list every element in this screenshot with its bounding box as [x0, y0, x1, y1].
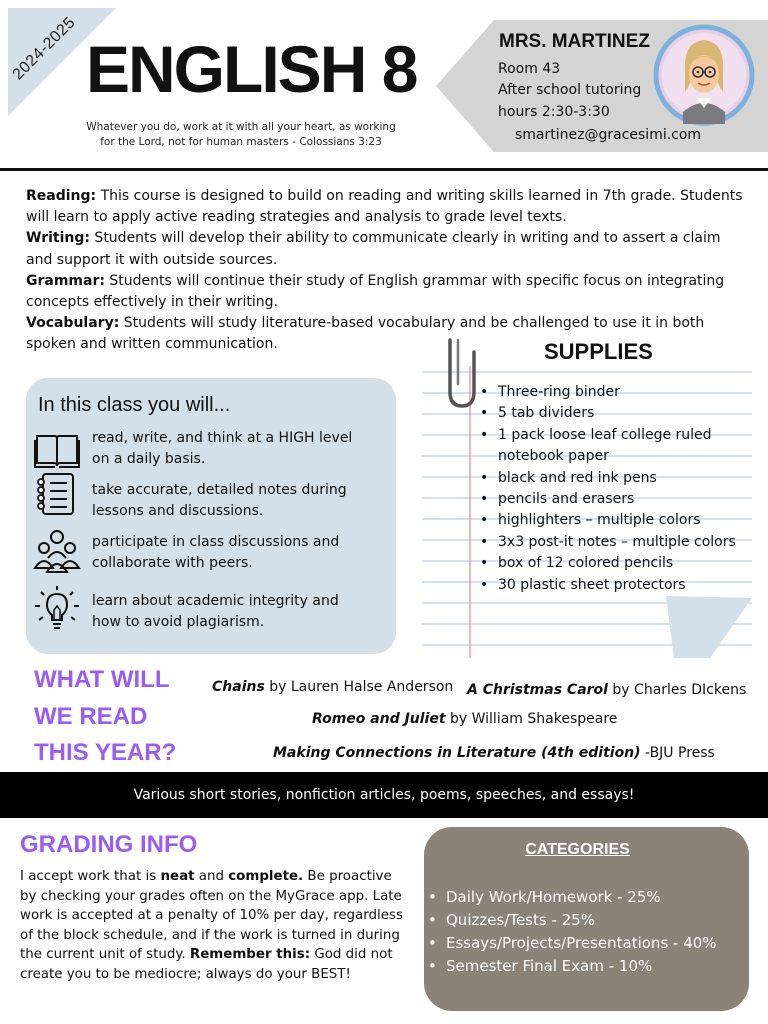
reading-paragraph [26, 186, 746, 228]
category-item: • Essays/Projects/Presentations - 40% [428, 932, 746, 955]
category-item: • Quizzes/Tests - 25% [428, 909, 746, 932]
supply-item: • highlighters – multiple colors [480, 510, 750, 531]
book-icon [33, 426, 81, 474]
category-item: • Daily Work/Homework - 25% [428, 886, 746, 909]
category-item: • Semester Final Exam - 10% [428, 955, 746, 978]
course-description [26, 186, 746, 356]
book-making-connections: Making Connections in Literature (4th edition) -BJU Press [273, 745, 715, 761]
teacher-email[interactable]: smartinez@gracesimi.com [515, 127, 702, 143]
class-item-notes: take accurate, detailed notes during lessons and discussions. [92, 482, 347, 519]
tutoring-label: After school tutoring [498, 82, 642, 98]
categories-list [428, 886, 746, 978]
scripture-verse: Whatever you do, work at it with all your heart, as working for the Lord, not for human masters - Colossians 3:23 [86, 121, 396, 148]
tutoring-hours: hours 2:30-3:30 [498, 104, 610, 120]
supply-item: • 5 tab dividers [480, 403, 750, 424]
class-item-integrity: learn about academic integrity and how to avoid plagiarism. [92, 593, 339, 630]
in-this-class-heading: In this class you will... [38, 394, 231, 416]
supply-item: • 1 pack loose leaf college ruled notebook paper [480, 425, 750, 468]
header-divider [0, 168, 768, 171]
reading-label: Reading: [26, 188, 97, 204]
reading-list-heading: WHAT WILL WE READ THIS YEAR? [34, 666, 177, 766]
writing-text: Students will develop their ability to communicate clearly in writing and to assert a claim and support it with outside sources. [26, 230, 721, 268]
vocabulary-label: Vocabulary: [26, 315, 120, 332]
supply-item: • 3x3 post-it notes – multiple colors [480, 532, 750, 553]
book-christmas-carol: A Christmas Carol by Charles DIckens [467, 682, 747, 698]
grading-policy-text: I accept work that is neat and complete. Be proactive by checking your grades often on the MyGrace app. Late work is accepted at a penalty of 10% per day, regardless of the block schedule, and if the work is turned in during the current unit of study. Remember this: God did not create you to be mediocre; always do your BEST! [20, 869, 403, 982]
class-item-discussions: participate in class discussions and collaborate with peers. [92, 534, 340, 571]
supply-item: • box of 12 colored pencils [480, 553, 750, 574]
writing-label: Writing: [26, 230, 90, 247]
supply-item: • pencils and erasers [480, 489, 750, 510]
book-chains: Chains by Lauren Halse Anderson [212, 679, 454, 695]
notebook-icon [33, 470, 81, 518]
grading-heading: GRADING INFO [20, 831, 198, 858]
supplies-title: SUPPLIES [544, 339, 653, 364]
class-item-read-write: read, write, and think at a HIGH level on a daily basis. [92, 430, 353, 467]
room-number: Room 43 [498, 61, 561, 77]
lightbulb-icon [33, 584, 81, 632]
supply-item: • black and red ink pens [480, 468, 750, 489]
teacher-avatar [653, 24, 755, 126]
supplies-list [480, 382, 750, 596]
supply-item: • 30 plastic sheet protectors [480, 575, 750, 596]
course-title: ENGLISH 8 [86, 32, 417, 106]
teacher-name: MRS. MARTINEZ [499, 31, 650, 52]
book-romeo-juliet: Romeo and Juliet by William Shakespeare [312, 711, 618, 727]
grammar-text: Students will continue their study of English grammar with specific focus on integrating concepts effectively in their writing. [26, 272, 725, 311]
writing-paragraph [26, 228, 746, 270]
grammar-paragraph [26, 271, 746, 313]
categories-heading: CATEGORIES [525, 841, 630, 858]
short-works-text: Various short stories, nonfiction articles, poems, speeches, and essays! [133, 787, 635, 803]
group-icon [33, 528, 81, 576]
vocabulary-text: Students will study literature-based vocabulary and be challenged to use it in both spoken and written communication. [26, 315, 705, 353]
school-year: 2024-2025 [9, 13, 79, 84]
grammar-label: Grammar: [26, 272, 105, 289]
paperclip-icon [444, 336, 480, 410]
supply-item: • Three-ring binder [480, 382, 750, 403]
reading-text: This course is designed to build on reading and writing skills learned in 7th grade. Students will learn to apply active reading strategies and analysis to grade level texts. [26, 188, 743, 226]
